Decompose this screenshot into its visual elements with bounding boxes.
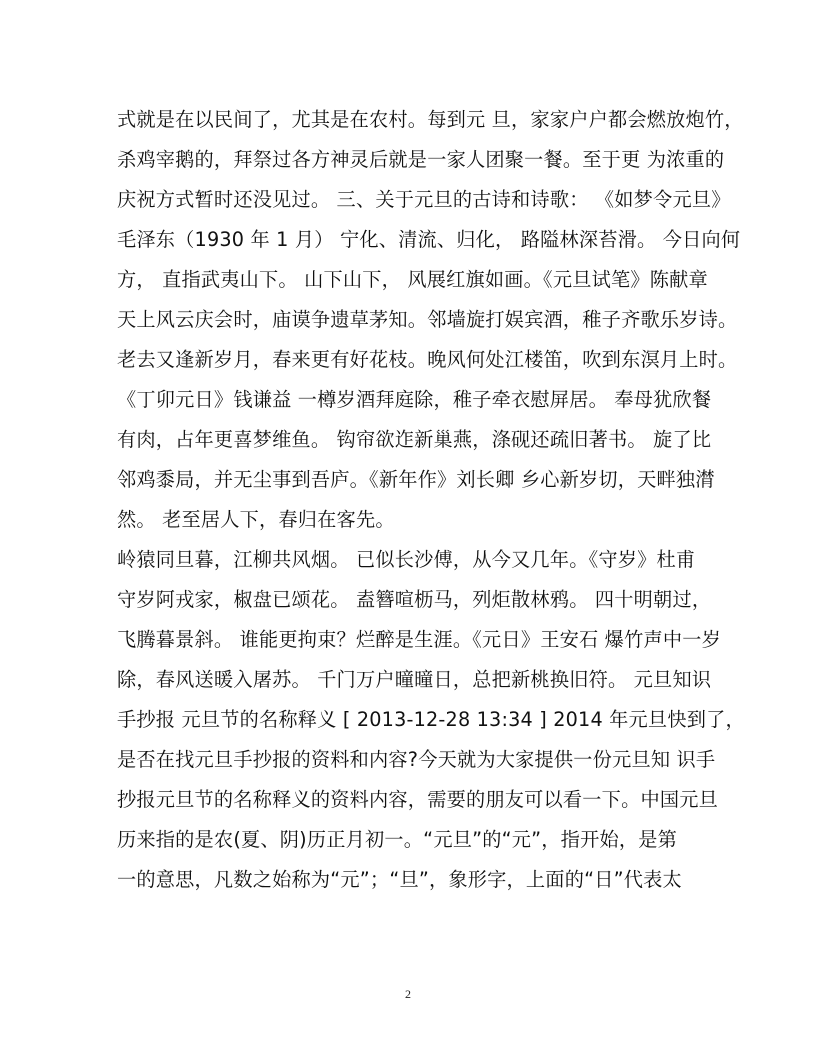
text-line: 式就是在以民间了，尤其是在农村。每到元 旦，家家户户都会燃放炮竹， (117, 108, 744, 131)
text-line: 一的意思，凡数之始称为“元”；“旦”，象形字，上面的“日”代表太 (117, 868, 682, 891)
text-line: 《丁卯元日》钱谦益 一樽岁酒拜庭除，稚子牵衣慰屏居。 奉母犹欣餐 (117, 388, 712, 411)
text-line: 毛泽东（1930 年 1 月） 宁化、清流、归化， 路隘林深苔滑。 今日向何 (117, 228, 741, 251)
text-line: 然。 老至居人下，春归在客先。 (117, 508, 395, 531)
page-number: 2 (405, 987, 411, 1001)
text-line: 有肉，占年更喜梦维鱼。 钩帘欲迮新巢燕，涤砚还疏旧著书。 旋了比 (117, 428, 712, 451)
text-line: 庆祝方式暂时还没见过。 三、关于元旦的古诗和诗歌： 《如梦令元旦》 (117, 188, 731, 211)
text-line: 历来指的是农(夏、阴)历正月初一。“元旦”的“元”，指开始，是第 (117, 828, 678, 851)
text-line: 手抄报 元旦节的名称释义 [ 2013-12-28 13:34 ] 2014 年元旦快到了， (117, 708, 745, 731)
text-line: 天上风云庆会时，庙谟争遗草茅知。邻墙旋打娱宾酒，稚子齐歌乐岁诗。 (117, 308, 738, 331)
text-line: 杀鸡宰鹅的，拜祭过各方神灵后就是一家人团聚一餐。至于更 为浓重的 (117, 148, 725, 171)
text-line: 飞腾暮景斜。 谁能更拘束？烂醉是生涯。《元日》王安石 爆竹声中一岁 (117, 628, 722, 651)
text-line: 除，春风送暖入屠苏。 千门万户曈曈日，总把新桃换旧符。 元旦知识 (117, 668, 712, 691)
text-line: 是否在找元旦手抄报的资料和内容?今天就为大家提供一份元旦知 识手 (117, 748, 716, 771)
text-line: 方， 直指武夷山下。 山下山下， 风展红旗如画。《元旦试笔》陈献章 (117, 268, 708, 291)
text-line: 邻鸡黍局，并无尘事到吾庐。《新年作》刘长卿 乡心新岁切，天畔独潸 (117, 468, 715, 491)
text-line: 抄报元旦节的名称释义的资料内容，需要的朋友可以看一下。中国元旦 (117, 788, 719, 811)
text-line: 岭猿同旦暮，江柳共风烟。 已似长沙傅，从今又几年。《守岁》杜甫 (117, 548, 696, 571)
text-line: 守岁阿戎家，椒盘已颂花。 盍簪喧枥马，列炬散林鸦。 四十明朝过， (117, 588, 712, 611)
text-line: 老去又逢新岁月，春来更有好花枝。晚风何处江楼笛，吹到东溟月上时。 (117, 348, 738, 371)
